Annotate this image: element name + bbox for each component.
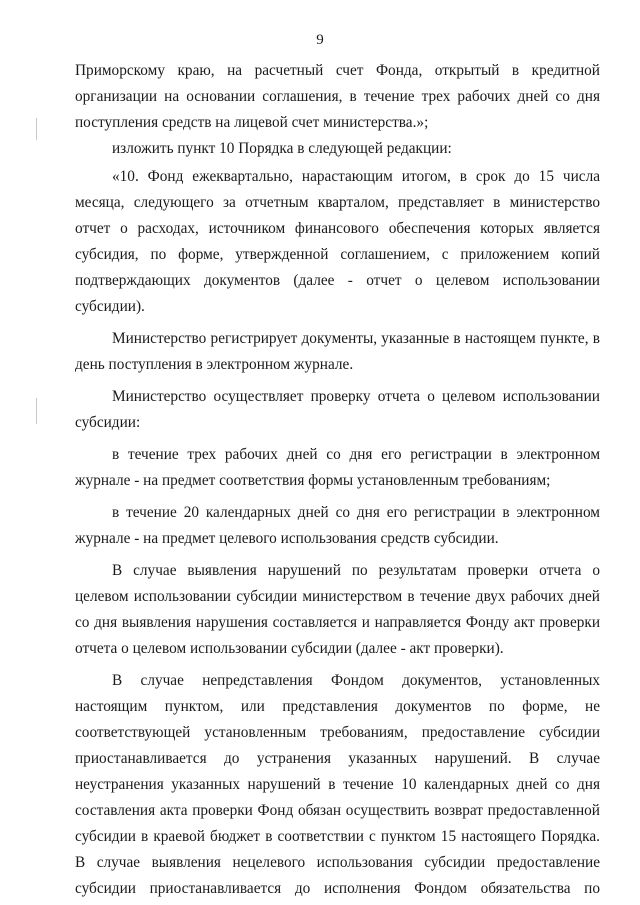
paragraph: В случае непредставления Фондом документов, установленных настоящим пунктом, или представления документов по форме, не соответствующей установленным требованиям, предоставление субсидии приостанавливается до устранения указанных нарушений. В случае неустранения указанных нарушений в течение 10 календарных дней со дня составления акта проверки Фонд обязан осуществить возврат предоставленной субсидии в краевой бюджет в соответствии с пунктом 15 настоящего Порядка. В случае выявления нецелевого использования субсидии предоставление субсидии приостанавливается до исполнения Фондом обязательства по [75, 672, 600, 897]
scan-margin-mark [36, 398, 37, 424]
paragraph: «10. Фонд ежеквартально, нарастающим итогом, в срок до 15 числа месяца, следующего за отчетным кварталом, представляет в министерство отчет о расходах, источником финансового обеспечения которых является субсидия, по форме, утвержденной соглашением, с приложением копий подтверждающих документов (далее - отчет о целевом использовании субсидии). [75, 168, 600, 315]
paragraph: в течение 20 календарных дней со дня его регистрации в электронном журнале - на предмет целевого использования средств субсидии. [75, 504, 600, 547]
document-body [75, 58, 600, 902]
paragraph: в течение трех рабочих дней со дня его регистрации в электронном журнале - на предмет соответствия формы установленным требованиям; [75, 446, 600, 489]
paragraph: Министерство регистрирует документы, указанные в настоящем пункте, в день поступления в электронном журнале. [75, 330, 600, 373]
scan-margin-mark [36, 118, 37, 140]
paragraph: изложить пункт 10 Порядка в следующей редакции: [112, 140, 452, 157]
paragraph: В случае выявления нарушений по результатам проверки отчета о целевом использовании субсидии министерством в течение двух рабочих дней со дня выявления нарушения составляется и направляется Фонду акт проверки отчета о целевом использовании субсидии (далее - акт проверки). [75, 562, 600, 657]
paragraph: Министерство осуществляет проверку отчета о целевом использовании субсидии: [75, 388, 600, 431]
page-number: 9 [316, 32, 324, 48]
paragraph: Приморскому краю, на расчетный счет Фонда, открытый в кредитной организации на основании соглашения, в течение трех рабочих дней со дня поступления средств на лицевой счет министерства.»; [75, 62, 600, 131]
